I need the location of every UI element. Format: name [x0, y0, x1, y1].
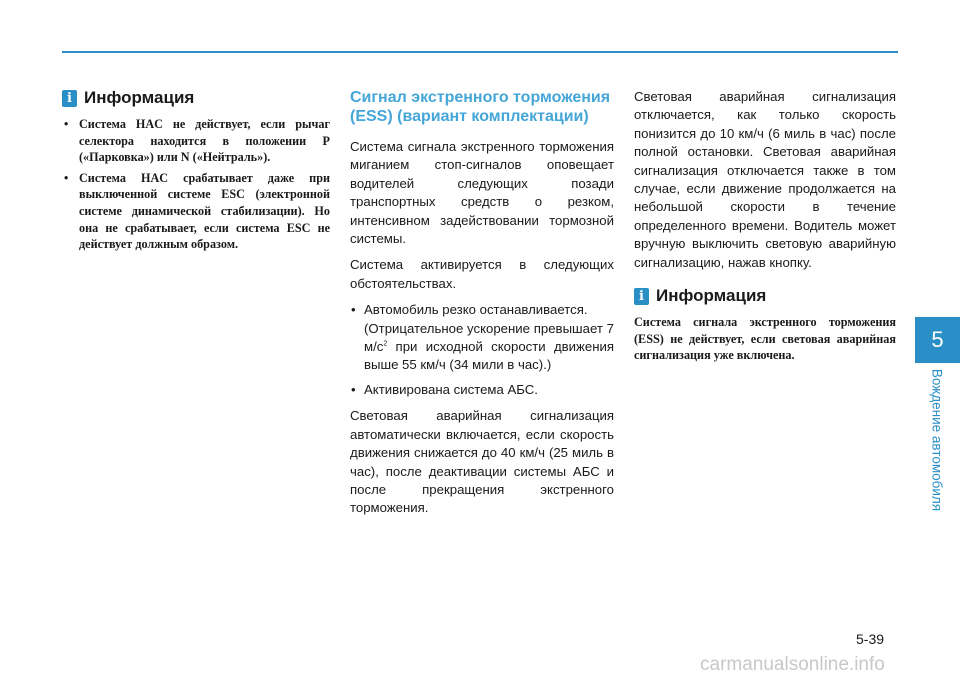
info-bullet: • Система HAC срабатывает даже при выключенной системе ESC (электронной системе динамической стабилизации). Но она не срабатывает, если система ESC не действует должным образом. — [62, 170, 330, 253]
paragraph: Световая аварийная сигнализация отключается, как только скорость понизится до 10 км/ч (6 миль в час) после полной остановки. Световая аварийная сигнализация отключается также в том случае, если движение продолжается на небольшой скорости в течение определенного времени. Водитель может вручную выключить световую аварийную сигнализацию, нажав кнопку. — [634, 89, 896, 270]
paragraph: Световая аварийная сигнализация автоматически включается, если скорость движения снижается до 40 км/ч (25 миль в час), после деактивации системы АБС и после прекращения экстренного торможения. — [350, 408, 614, 516]
section-title: Сигнал экстренного торможения (ESS) (вариант комплектации) — [350, 89, 611, 125]
chapter-tab: 5 — [915, 317, 960, 363]
info-heading — [634, 286, 896, 306]
info-block — [634, 286, 896, 364]
info-list — [62, 116, 330, 253]
left-column — [62, 88, 330, 257]
info-bullet: • Система HAC не действует, если рычаг селектора находится в положении P («Парковка») или N («Нейтраль»). — [62, 116, 330, 166]
bullet-line: Автомобиль резко останавливается. — [364, 302, 588, 318]
right-column — [634, 88, 896, 364]
info-icon: i — [634, 288, 649, 305]
page-number: 5-39 — [856, 631, 885, 647]
conditions-list — [350, 301, 614, 399]
bullet-detail-end: при исходной скорости движения выше 55 км/ч (34 мили в час).) — [364, 339, 614, 373]
watermark: carmanualsonline.info — [700, 654, 885, 675]
superscript: 2 — [383, 340, 388, 348]
info-title: Информация — [84, 88, 195, 107]
bullet-detail: (Отрицательное ускорение превышает 7 м/с — [364, 320, 614, 355]
chapter-label: Вождение автомобиля — [929, 368, 945, 512]
info-heading — [62, 88, 330, 108]
info-title: Информация — [656, 286, 767, 306]
list-item: • Активирована система АБС. — [350, 381, 614, 399]
info-text: Система сигнала экстренного торможения (ESS) не действует, если световая аварийная сигнализация уже включена. — [634, 315, 896, 363]
paragraph: Система активируется в следующих обстоятельствах. — [350, 257, 614, 291]
list-item — [350, 301, 614, 375]
top-rule — [62, 51, 898, 53]
paragraph: Система сигнала экстренного торможения миганием стоп-сигналов оповещает водителей следующих позади транспортных средств о резком, интенсивном задействовании тормозной системы. — [350, 139, 614, 247]
info-icon: i — [62, 90, 77, 107]
middle-column — [350, 88, 614, 526]
